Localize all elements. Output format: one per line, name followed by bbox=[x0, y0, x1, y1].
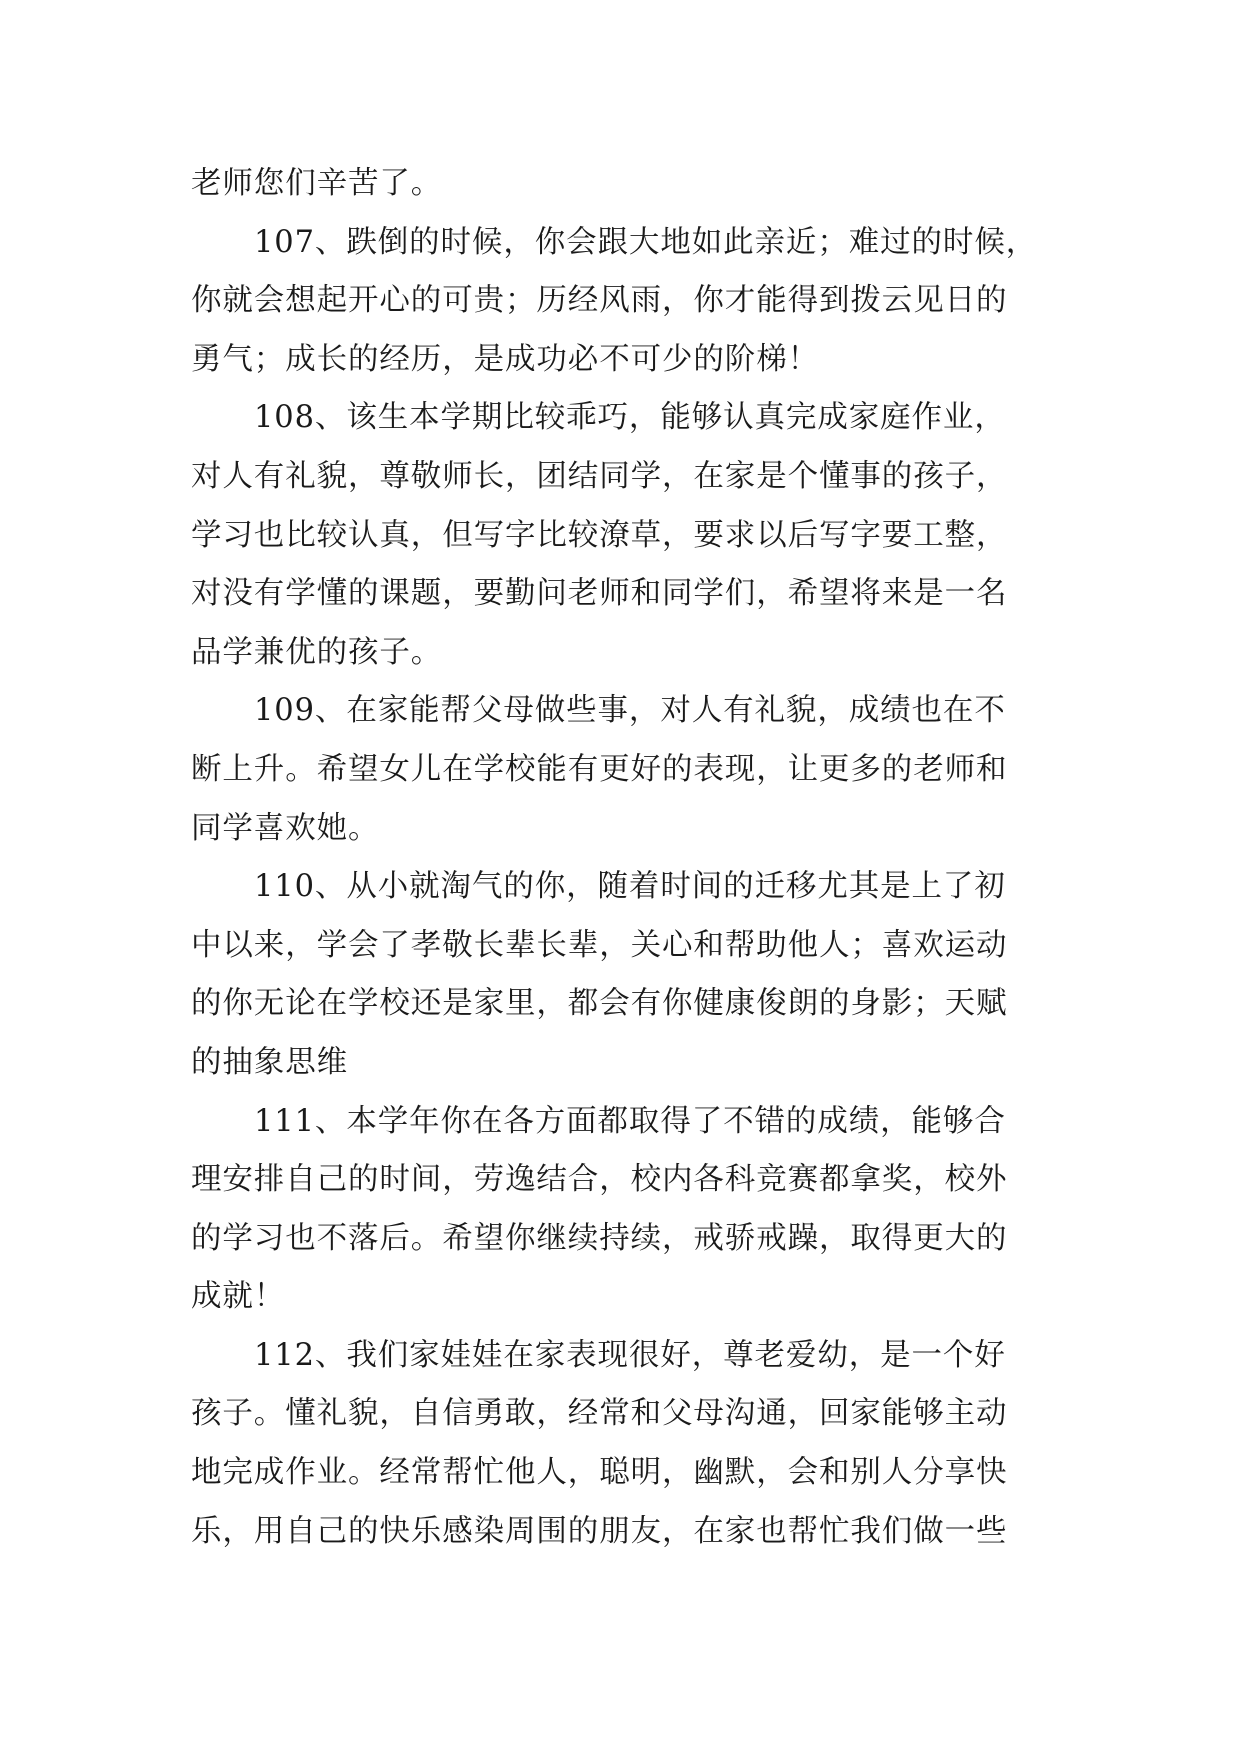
paragraph-line: 成就！ bbox=[191, 1279, 286, 1315]
paragraph-line: 乐，用自己的快乐感染周围的朋友，在家也帮忙我们做一些 bbox=[191, 1513, 1008, 1549]
paragraph-line: 的你无论在学校还是家里，都会有你健康俊朗的身影；天赋 bbox=[191, 986, 1008, 1022]
paragraph-first-line: 107、跌倒的时候，你会跟大地如此亲近；难过的时候， bbox=[254, 224, 1038, 260]
paragraph-line: 学习也比较认真，但写字比较潦草，要求以后写字要工整， bbox=[191, 517, 1008, 553]
paragraph-first-line: 112、我们家娃娃在家表现很好，尊老爱幼，是一个好 bbox=[254, 1337, 1006, 1373]
paragraph-line: 断上升。希望女儿在学校能有更好的表现，让更多的老师和 bbox=[191, 751, 1008, 787]
paragraph-line: 对没有学懂的课题，要勤问老师和同学们，希望将来是一名 bbox=[191, 576, 1008, 612]
paragraph-first-line: 111、本学年你在各方面都取得了不错的成绩，能够合 bbox=[254, 1103, 1006, 1139]
paragraph-line: 品学兼优的孩子。 bbox=[191, 634, 443, 670]
paragraph-line: 同学喜欢她。 bbox=[191, 810, 380, 846]
document-body bbox=[191, 155, 1071, 1561]
paragraph-line: 中以来，学会了孝敬长辈长辈，关心和帮助他人；喜欢运动 bbox=[191, 927, 1008, 963]
paragraph-first-line: 108、该生本学期比较乖巧，能够认真完成家庭作业， bbox=[254, 400, 1006, 436]
paragraph-line: 的学习也不落后。希望你继续持续，戒骄戒躁，取得更大的 bbox=[191, 1220, 1008, 1256]
paragraph-line: 地完成作业。经常帮忙他人，聪明，幽默，会和别人分享快 bbox=[191, 1455, 1008, 1491]
paragraph-line: 理安排自己的时间，劳逸结合，校内各科竞赛都拿奖，校外 bbox=[191, 1162, 1008, 1198]
paragraph-line: 老师您们辛苦了。 bbox=[191, 166, 443, 201]
paragraph-line: 你就会想起开心的可贵；历经风雨，你才能得到拨云见日的 bbox=[191, 283, 1008, 319]
paragraph-line: 勇气；成长的经历，是成功必不可少的阶梯！ bbox=[191, 341, 819, 377]
paragraph-line: 孩子。懂礼貌，自信勇敢，经常和父母沟通，回家能够主动 bbox=[191, 1396, 1008, 1432]
paragraph-line: 的抽象思维 bbox=[191, 1044, 348, 1080]
paragraph-first-line: 110、从小就淘气的你，随着时间的迁移尤其是上了初 bbox=[254, 869, 1006, 905]
paragraph-first-line: 109、在家能帮父母做些事，对人有礼貌，成绩也在不 bbox=[254, 693, 1006, 729]
paragraph-line: 对人有礼貌，尊敬师长，团结同学，在家是个懂事的孩子， bbox=[191, 458, 1008, 494]
